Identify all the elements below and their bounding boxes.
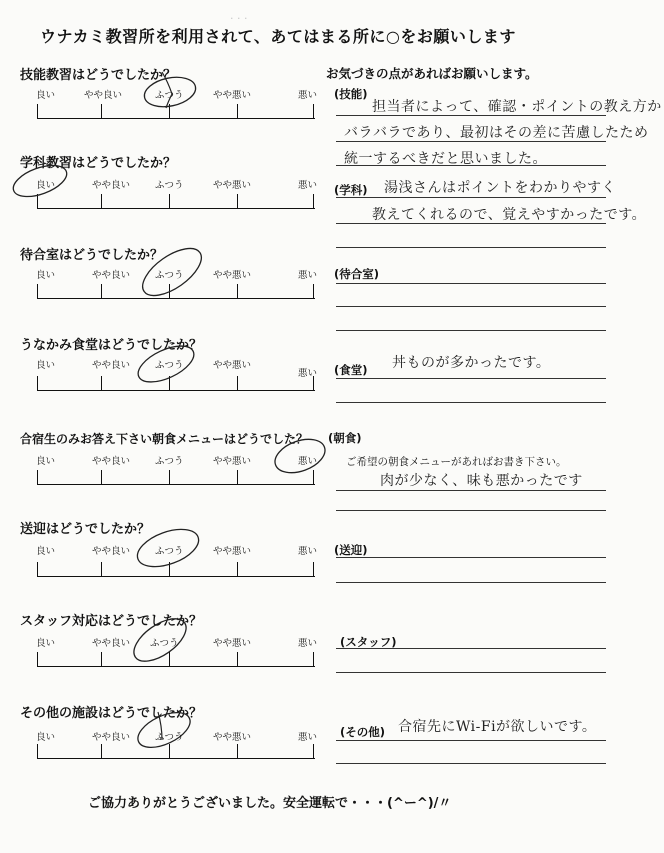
scale-label-bad: 悪い <box>298 90 318 101</box>
comment-label-academic: (学科) <box>334 183 368 197</box>
comment-label-staff: (スタッフ) <box>340 635 397 649</box>
comment-academic-line-2[interactable]: 教えてくれるので、覚えやすかったです。 <box>372 207 647 223</box>
comment-line <box>336 402 606 403</box>
comment-other-line-1[interactable]: 合宿先にWi-Fiが欲しいです。 <box>398 719 597 735</box>
question-breakfast: 合宿生のみお答え下さい朝食メニューはどうでした？ <box>20 432 309 446</box>
scale-label-fairly-bad: やや悪い <box>213 180 252 191</box>
comment-line <box>336 490 606 491</box>
question-shuttle: 送迎はどうでしたか？ <box>20 522 151 537</box>
rating-scale-breakfast[interactable] <box>37 470 315 485</box>
rating-scale-waiting-room[interactable] <box>37 284 315 299</box>
scale-label-bad: 悪い <box>298 638 318 649</box>
comment-line <box>336 141 606 142</box>
scale-label-good: 良い <box>36 638 56 649</box>
scale-label-fairly-good: やや良い <box>92 638 131 649</box>
rating-scale-other-facilities[interactable] <box>37 744 315 759</box>
scale-label-average: ふつう <box>155 456 184 467</box>
question-academic: 学科教習はどうでしたか？ <box>20 156 177 171</box>
scale-label-fairly-bad: やや悪い <box>213 270 252 281</box>
comment-line <box>336 582 606 583</box>
comment-skill-line-3[interactable]: 統一するべきだと思いました。 <box>344 151 547 167</box>
scale-label-fairly-bad: やや悪い <box>213 546 252 557</box>
comment-line <box>336 378 606 379</box>
scale-label-average: ふつう <box>155 180 184 191</box>
comment-breakfast-line-1[interactable]: 肉が少なく、味も悪かったです <box>380 473 583 489</box>
scale-label-bad: 悪い <box>298 732 318 743</box>
comment-line <box>336 740 606 741</box>
scale-label-good: 良い <box>36 270 56 281</box>
scale-label-average: ふつう <box>155 546 184 557</box>
scale-label-average: ふつう <box>155 270 184 281</box>
rating-scale-staff[interactable] <box>37 652 315 667</box>
comment-line <box>336 283 606 284</box>
rating-scale-skill[interactable] <box>37 104 315 119</box>
rating-scale-shuttle[interactable] <box>37 562 315 577</box>
scale-label-good: 良い <box>36 732 56 743</box>
question-staff: スタッフ対応はどうでしたか？ <box>20 614 203 629</box>
comment-line <box>336 672 606 673</box>
scale-label-fairly-good: やや良い <box>92 456 131 467</box>
question-waiting-room: 待合室はどうでしたか？ <box>20 248 164 263</box>
scale-label-fairly-good: やや良い <box>92 270 131 281</box>
scale-label-fairly-good: やや良い <box>92 180 131 191</box>
scale-label-fairly-bad: やや悪い <box>213 360 252 371</box>
comment-line <box>336 197 606 198</box>
page-title: ウナカミ教習所を利用されて、あてはまる所に○をお願いします <box>40 27 516 46</box>
comment-line <box>336 557 606 558</box>
scale-label-bad: 悪い <box>298 368 318 379</box>
scale-label-fairly-bad: やや悪い <box>213 638 252 649</box>
comment-line <box>336 223 606 224</box>
comment-skill-line-1[interactable]: 担当者によって、確認・ポイントの教え方か <box>372 99 662 115</box>
scale-label-average: ふつう <box>155 360 184 371</box>
scale-label-average: ふつう <box>155 90 184 101</box>
scale-label-fairly-bad: やや悪い <box>213 732 252 743</box>
comment-line <box>336 763 606 764</box>
breakfast-prompt: ご希望の朝食メニューがあればお書き下さい。 <box>346 456 567 468</box>
comment-line <box>336 306 606 307</box>
rating-scale-academic[interactable] <box>37 194 315 209</box>
comment-label-other: (その他) <box>340 725 386 739</box>
scale-label-fairly-good: やや良い <box>92 732 131 743</box>
comment-line <box>336 165 606 166</box>
comment-line <box>336 115 606 116</box>
comment-cafeteria-line-1[interactable]: 丼ものが多かったです。 <box>392 355 551 371</box>
comment-line <box>336 648 606 649</box>
rating-scale-cafeteria[interactable] <box>37 376 315 391</box>
comments-header: お気づきの点があればお願いします。 <box>326 66 538 81</box>
scale-label-bad: 悪い <box>298 270 318 281</box>
scale-label-good: 良い <box>36 90 56 101</box>
comment-line <box>336 330 606 331</box>
scale-label-good: 良い <box>36 456 56 467</box>
comment-label-waiting-room: (待合室) <box>334 267 380 281</box>
scale-label-average: ふつう <box>150 638 179 649</box>
question-skill: 技能教習はどうでしたか？ <box>20 68 177 83</box>
scale-label-bad: 悪い <box>298 546 318 557</box>
comment-line <box>336 510 606 511</box>
comment-academic-line-1[interactable]: 湯浅さんはポイントをわかりやすく <box>384 180 616 196</box>
scale-label-fairly-bad: やや悪い <box>213 90 252 101</box>
question-cafeteria: うなかみ食堂はどうでしたか？ <box>20 338 203 353</box>
scale-label-fairly-bad: やや悪い <box>213 456 252 467</box>
scale-label-bad: 悪い <box>298 180 318 191</box>
scale-label-fairly-good: やや良い <box>92 546 131 557</box>
comment-label-breakfast: (朝食) <box>328 431 362 445</box>
scale-label-fairly-good: やや良い <box>92 360 131 371</box>
scale-label-average: ふつう <box>155 732 184 743</box>
scale-label-good: 良い <box>36 180 56 191</box>
scale-label-bad: 悪い <box>298 456 318 467</box>
scale-label-fairly-good: やや良い <box>84 90 123 101</box>
comment-label-cafeteria: (食堂) <box>334 363 368 377</box>
bleed-through-text: · · · <box>230 12 248 25</box>
scale-label-good: 良い <box>36 546 56 557</box>
scale-label-good: 良い <box>36 360 56 371</box>
comment-skill-line-2[interactable]: バラバラであり、最初はその差に苦慮したため <box>344 125 649 141</box>
comment-label-shuttle: (送迎) <box>334 543 368 557</box>
footer-thanks: ご協力ありがとうございました。安全運転で・・・(^ー^)/〃 <box>88 796 452 811</box>
comment-line <box>336 247 606 248</box>
question-other-facilities: その他の施設はどうでしたか？ <box>20 706 203 721</box>
comment-label-skill: (技能) <box>334 87 368 101</box>
